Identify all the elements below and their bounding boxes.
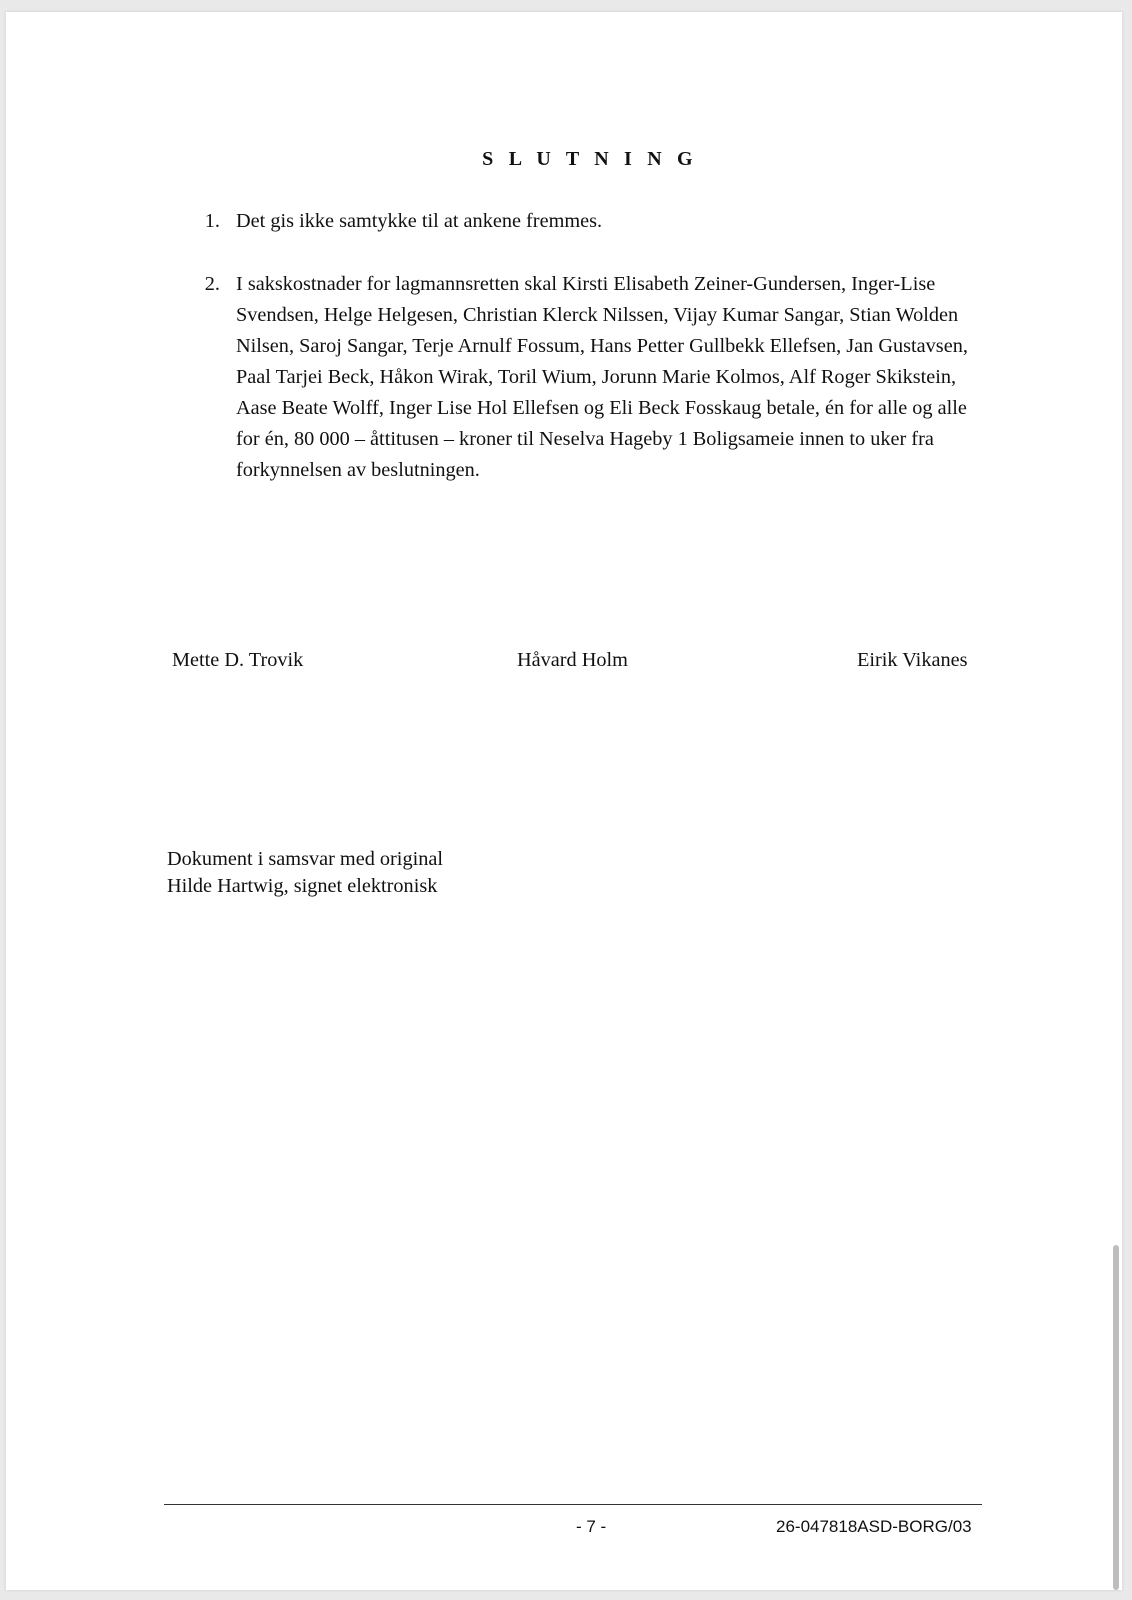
decision-heading: S L U T N I N G bbox=[482, 148, 698, 170]
signature-name: Håvard Holm bbox=[517, 649, 628, 671]
certification-line: Dokument i samsvar med original bbox=[167, 848, 443, 870]
item-text: I sakskostnader for lagmannsretten skal Kirsti Elisabeth Zeiner-Gundersen, Inger-Lise Svendsen, Helge Helgesen, Christian Klerck Nilssen, Vijay Kumar Sangar, Stian Wolden Nilsen, Saroj Sangar, Terje Arnulf Fossum, Hans Petter Gullbekk Ellefsen, Jan Gustavsen, Paal Tarjei Beck, Håkon Wirak, Toril Wium, Jorunn Marie Kolmos, Alf Roger Skikstein, Aase Beate Wolff, Inger Lise Hol Ellefsen og Eli Beck Fosskaug betale, én for alle og alle for én, 80 000 – åttitusen – kroner til Neselva Hageby 1 Boligsameie innen to uker fra forkynnelsen av beslutningen. bbox=[236, 273, 968, 481]
certification-note bbox=[167, 846, 443, 900]
page-number: - 7 - bbox=[576, 1517, 607, 1536]
signature-name: Mette D. Trovik bbox=[172, 649, 304, 671]
decision-item-2 bbox=[190, 269, 990, 486]
item-number: 1. bbox=[204, 210, 220, 232]
scrollbar[interactable] bbox=[1113, 1245, 1119, 1590]
signature-name: Eirik Vikanes bbox=[857, 649, 968, 671]
certification-line: Hilde Hartwig, signet elektronisk bbox=[167, 875, 438, 897]
footer-divider bbox=[164, 1504, 982, 1505]
decision-item-1 bbox=[190, 206, 990, 237]
item-number: 2. bbox=[204, 273, 220, 295]
document-page bbox=[6, 12, 1122, 1590]
item-text: Det gis ikke samtykke til at ankene fremmes. bbox=[236, 210, 603, 232]
case-reference: 26-047818ASD-BORG/03 bbox=[776, 1517, 972, 1536]
